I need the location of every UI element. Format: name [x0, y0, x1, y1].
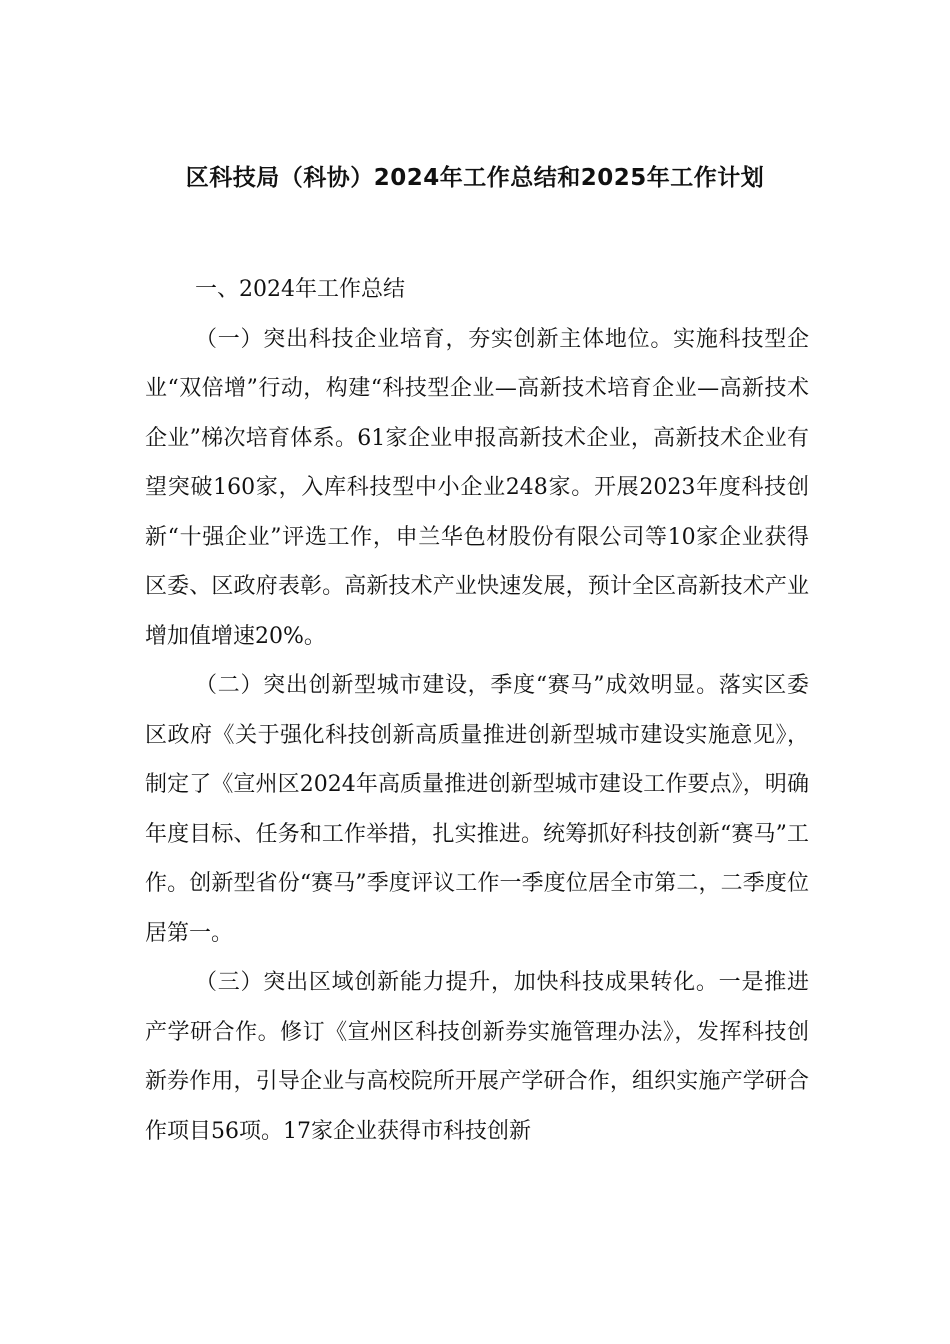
paragraph-3: （三）突出区域创新能力提升，加快科技成果转化。一是推进产学研合作。修订《宣州区科技创新券实施管理办法》，发挥科技创新券作用，引导企业与高校院所开展产学研合作，组织实施产学研合作项目56项。17家企业获得市科技创新: [145, 970, 809, 1144]
section-heading: 一、2024年工作总结: [195, 277, 405, 302]
paragraph-2: （二）突出创新型城市建设，季度“赛马”成效明显。落实区委区政府《关于强化科技创新高质量推进创新型城市建设实施意见》，制定了《宣州区2024年高质量推进创新型城市建设工作要点》，明确年度目标、任务和工作举措，扎实推进。统筹抓好科技创新“赛马”工作。创新型省份“赛马”季度评议工作一季度位居全市第二，二季度位居第一。: [145, 673, 809, 946]
document-title: 区科技局（科协）2024年工作总结和2025年工作计划: [185, 165, 765, 191]
document-body: [145, 265, 809, 1156]
paragraph-1: （一）突出科技企业培育，夯实创新主体地位。实施科技型企业“双倍增”行动，构建“科技型企业—高新技术培育企业—高新技术企业”梯次培育体系。61家企业申报高新技术企业，高新技术企业有望突破160家，入库科技型中小企业248家。开展2023年度科技创新“十强企业”评选工作，申兰华色材股份有限公司等10家企业获得区委、区政府表彰。高新技术产业快速发展，预计全区高新技术产业增加值增速20%。: [145, 326, 809, 649]
